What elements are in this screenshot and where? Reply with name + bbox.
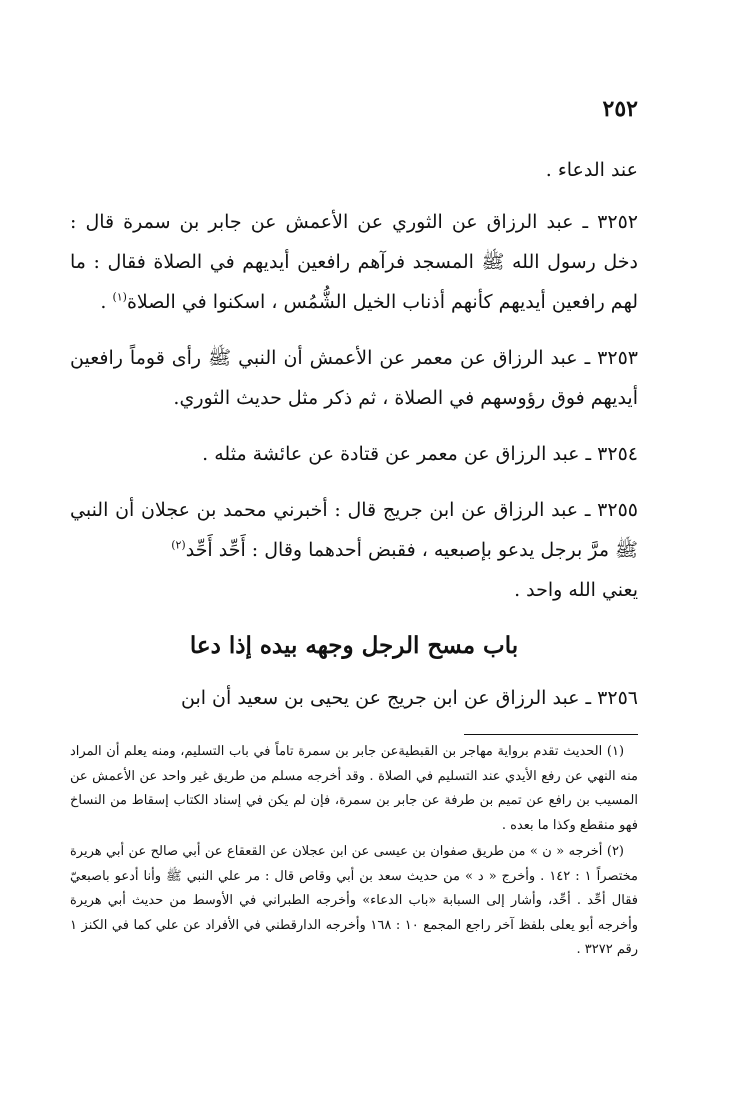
footnote-ref-2: (٢): [171, 538, 186, 552]
footnotes: [70, 740, 638, 965]
footnote-1-marker: (١): [606, 744, 625, 759]
hadith-3255: [70, 490, 638, 610]
footnote-1-text: الحديث تقدم برواية مهاجر بن القبطيةعن جابر بن سمرة تاماً في باب التسليم، ومنه يعلم أن المراد منه النهي عن رفع الأيدي عند التسليم في الصلاة . وقد أخرجه مسلم من طريق غير واحد عن الأعمش عن المسيب بن رافع عن تميم بن طرفة عن جابر بن سمرة، فإن لم يكن في إسناد الكتاب إسقاط من النساخ فهو منقطع وكذا ما بعده .: [70, 744, 638, 833]
hadith-3256: ٣٢٥٦ ـ عبد الرزاق عن ابن جريج عن يحيى بن سعيد أن ابن: [180, 687, 638, 709]
page-number: ٢٥٢: [602, 96, 638, 122]
footnote-1: [70, 740, 638, 838]
book-page: [70, 0, 638, 1104]
hadith-3253: ٣٢٥٣ ـ عبد الرزاق عن معمر عن الأعمش أن النبي ﷺ رأى قوماً رافعين أيديهم فوق رؤوسهم في الصلاة ، ثم ذكر مثل حديث الثوري.: [70, 347, 638, 409]
footnote-2-marker: (٢): [606, 844, 624, 859]
footnote-2-text: أخرجه « ن » من طريق صفوان بن عيسى عن ابن عجلان عن القعقاع عن أبي صالح عن أبي هريرة مختصراً ١ : ١٤٢ . وأخرج « د » من حديث سعد بن أبي وقاص قال : مر علي النبي ﷺ وأنا أدعو باصبعيّ فقال أحِّد . أحِّد، وأشار إلى السبابة «باب الدعاء» وأخرجه الطبراني في الأوسط من حديث أبي هريرة وأخرجه أبو يعلى بلفظ آخر راجع المجمع ١٠ : ١٦٨ وأخرجه الدارقطني في الأفراد عن علي كما في الكنز ١ رقم ٣٢٧٢ .: [70, 844, 639, 957]
hadith-3252-text: ٣٢٥٢ ـ عبد الرزاق عن الثوري عن الأعمش عن جابر بن سمرة قال : دخل رسول الله ﷺ المسجد فرآهم رافعين أيديهم في الصلاة فقال : ما لهم رافعين أيديهم كأنهم أذناب الخيل الشُّمُس ، اسكنوا في الصلاة: [70, 211, 638, 313]
footnote-separator-line: [464, 734, 638, 735]
footnote-2: [70, 840, 638, 963]
continuation-paragraph: عند الدعاء .: [545, 159, 638, 181]
footnote-ref-1: (١): [112, 290, 127, 304]
hadith-3255-text: ٣٢٥٥ ـ عبد الرزاق عن ابن جريج قال : أخبرني محمد بن عجلان أن النبي ﷺ مرَّ برجل يدعو بإصبعيه ، فقبض أحدهما وقال : أَحِّد أَحِّد: [70, 499, 638, 561]
hadith-3252: [70, 202, 638, 322]
hadith-3255-tail: يعني الله واحد .: [514, 579, 638, 601]
main-text: [70, 150, 638, 734]
hadith-3252-end: .: [100, 291, 113, 313]
chapter-title: باب مسح الرجل وجهه بيده إذا دعا: [189, 632, 519, 659]
hadith-3254: ٣٢٥٤ ـ عبد الرزاق عن معمر عن قتادة عن عائشة مثله .: [202, 443, 638, 465]
